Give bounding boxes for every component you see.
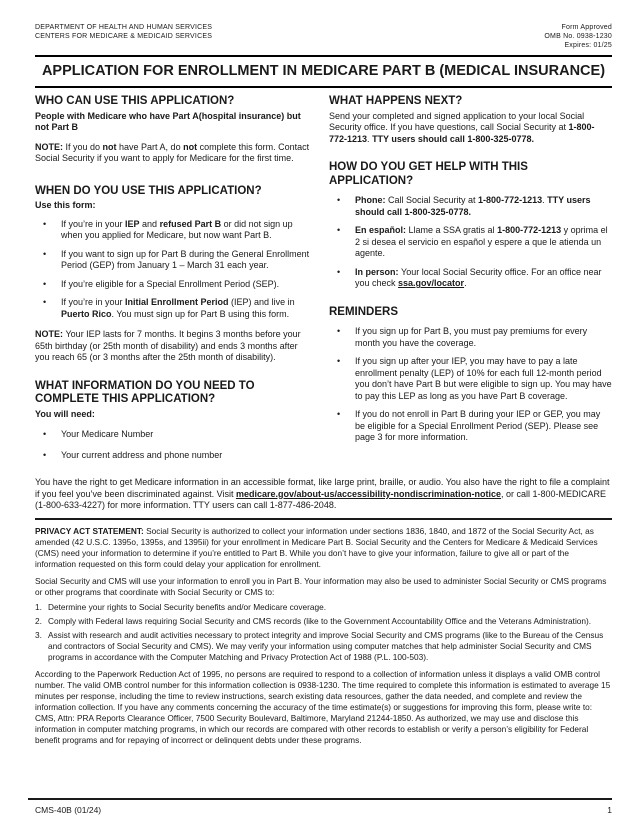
agency-block xyxy=(35,23,212,50)
agency-line-2: CENTERS FOR MEDICARE & MEDICAID SERVICES xyxy=(35,33,213,40)
in-person-period: . xyxy=(464,278,467,288)
numbered-item: Comply with Federal laws requiring Social Security and CMS records (like to the Government Accountability Office and the Veterans Administration). xyxy=(48,615,592,626)
help-bullet-list xyxy=(329,195,612,290)
instruction-columns xyxy=(35,95,612,461)
numbered-item: Determine your rights to Social Security benefits and/or Medicare coverage. xyxy=(48,601,327,612)
in-person-text: In person: Your local Social Security office. For an office near you check xyxy=(355,266,602,288)
privacy-use-intro: Social Security and CMS will use your information to enroll you in Part B. Your information may also be used to administer Social Security or CMS programs or other programs that coordinate with Social Security or CMS to: xyxy=(35,575,607,597)
section-get-help xyxy=(329,161,612,290)
reminders-heading: REMINDERS xyxy=(329,305,399,318)
accessibility-text: You have the right to get Medicare information in an accessible format, like large print, braille, or audio. You also have the right to file a complaint if you feel you’ve been discriminated against. Visit xyxy=(35,477,610,499)
section-divider xyxy=(35,518,612,520)
list-item-phone: • Phone: Call Social Security at 1-800-772-1213. TTY users should call 1-800-325-0778. xyxy=(329,195,612,218)
privacy-act-section xyxy=(35,526,612,746)
next-paragraph: Send your completed and signed application to your local Social Security office. If you have questions, call Social Security at 1-800-772-1213. TTY users should call 1-800-325-0778. xyxy=(329,110,595,144)
left-column xyxy=(35,95,312,461)
approval-block xyxy=(544,23,612,50)
reminders-bullet-list xyxy=(329,326,612,444)
list-item-espanol: • En español: Llame a SSA gratis al 1-800-772-1213 y oprima el 2 si desea el servicio en español y espere a que le atienda un agente. xyxy=(329,225,612,260)
list-item-in-person xyxy=(329,267,612,290)
list-item: • If you’re eligible for a Special Enrollment Period (SEP). xyxy=(35,279,312,291)
list-item: • Your current address and phone number xyxy=(35,450,312,462)
page-footer xyxy=(28,798,612,815)
form-header xyxy=(35,23,612,50)
section-what-next xyxy=(329,95,612,145)
section-who-can-use xyxy=(35,95,312,165)
form-approved-line: Form Approved xyxy=(561,24,612,31)
who-note: NOTE: If you do not have Part A, do not complete this form. Contact Social Security if you want to apply for Medicare for the first time. xyxy=(35,141,310,163)
list-item: • If you’re in your Initial Enrollment Period (IEP) and live in Puerto Rico. You must sign up for Part B using this form. xyxy=(35,297,312,320)
accessibility-text-end: , or call 1-800-MEDICARE (1-800-633-4227) for more information. TTY users can call 1-877-486-2048. xyxy=(35,488,607,510)
list-item: • Your Medicare Number xyxy=(35,429,312,441)
when-subheading: Use this form: xyxy=(35,200,96,210)
expires-line: Expires: 01/25 xyxy=(564,42,612,49)
help-heading: HOW DO YOU GET HELP WITH THIS APPLICATION? xyxy=(329,161,528,187)
who-heading: WHO CAN USE THIS APPLICATION? xyxy=(35,95,235,107)
medicare-accessibility-link[interactable]: medicare.gov/about-us/accessibility-nondiscrimination-notice xyxy=(235,488,502,499)
next-heading: WHAT HAPPENS NEXT? xyxy=(329,95,463,107)
form-number: CMS-40B (01/24) xyxy=(35,805,102,815)
right-column xyxy=(329,95,612,461)
info-subheading: You will need: xyxy=(35,408,95,419)
omb-number-line: OMB No. 0938-1230 xyxy=(544,33,612,40)
list-item: • If you want to sign up for Part B during the General Enrollment Period (GEP) from January 1 – March 31 each year. xyxy=(35,249,312,272)
agency-line-1: DEPARTMENT OF HEALTH AND HUMAN SERVICES xyxy=(35,24,213,31)
info-heading: WHAT INFORMATION DO YOU NEED TO COMPLETE THIS APPLICATION? xyxy=(35,379,255,405)
when-bullet-list xyxy=(35,219,312,321)
section-reminders xyxy=(329,306,612,444)
who-intro: People with Medicare who have Part A(hospital insurance) but not Part B xyxy=(35,110,301,132)
when-heading: WHEN DO YOU USE THIS APPLICATION? xyxy=(35,184,262,197)
info-bullet-list xyxy=(35,429,312,461)
section-when-use xyxy=(35,185,312,364)
privacy-statement: PRIVACY ACT STATEMENT: Social Security is authorized to collect your information under sections 1836, 1840, and 1872 of the Social Security Act, as amended (42 U.S.C. 1395o, 1395s, and 1395ii) for your enrollment in Medicare Part B. Social Security and the Centers for Medicare & Medicaid Services (CMS) need your information to determine if you’re entitled to Part B. While you don’t have to give your information, failure to give all or part of the information requested on this form could delay your application for enrollment. xyxy=(35,525,598,569)
paperwork-reduction-paragraph: According to the Paperwork Reduction Act of 1995, no persons are required to respond to a collection of information unless it displays a valid OMB control number. The valid OMB control number for this information collection is 0938-1230. The time required to complete this information is estimated to average 15 minutes per response, including the time to review instructions, search existing data resources, gather the data needed, and complete and review the information collection. If you have any comments concerning the accuracy of the time estimate(s) or suggestions for improving this form, please write to: CMS, Attn: PRA Reports Clearance Officer, 7500 Security Boulevard, Baltimore, Maryland 21244-1850. As authorized, we may use and disclose this information in computer matching programs, in which our records are compared with other records to establish or verify a person’s eligibility for Federal benefit programs and for repaying of incorrect or delinquent debts under these programs. xyxy=(35,668,611,745)
ssa-locator-link[interactable]: ssa.gov/locator xyxy=(398,278,465,288)
section-what-info xyxy=(35,380,312,462)
list-item: • If you sign up after your IEP, you may have to pay a late enrollment penalty (LEP) of 10% for each full 12-month period you don’t have Part B but were eligible to sign up. You may have to pay this LEP as long as you have Part B coverage. xyxy=(329,356,612,402)
privacy-numbered-list xyxy=(35,602,612,663)
accessibility-paragraph xyxy=(35,477,612,512)
numbered-item: Assist with research and audit activities necessary to protect integrity and improve Social Security and CMS programs (like to the Bureau of the Census and contractors of Social Security and CMS). We may verify your information using computer matches that help administer Social Security and CMS programs in accordance with the Computer Matching and Privacy Protection Act of 1988 (P.L. 100-503). xyxy=(48,629,604,662)
list-item: • If you sign up for Part B, you must pay premiums for every month you have the coverage. xyxy=(329,326,612,349)
form-title: APPLICATION FOR ENROLLMENT IN MEDICARE PART B (MEDICAL INSURANCE) xyxy=(35,55,612,88)
list-item: • If you do not enroll in Part B during your IEP or GEP, you may be eligible for a Special Enrollment Period (SEP). Please see page 3 for more information. xyxy=(329,409,612,444)
when-note: NOTE: Your IEP lasts for 7 months. It begins 3 months before your 65th birthday (or 25th month of disability) and ends 3 months after you reach 65 (or 3 months after the 25th month of disability). xyxy=(35,329,301,362)
list-item: • If you’re in your IEP and refused Part B or did not sign up when you applied for Medicare, but now want Part B. xyxy=(35,219,312,242)
page-number: 1 xyxy=(607,805,612,815)
